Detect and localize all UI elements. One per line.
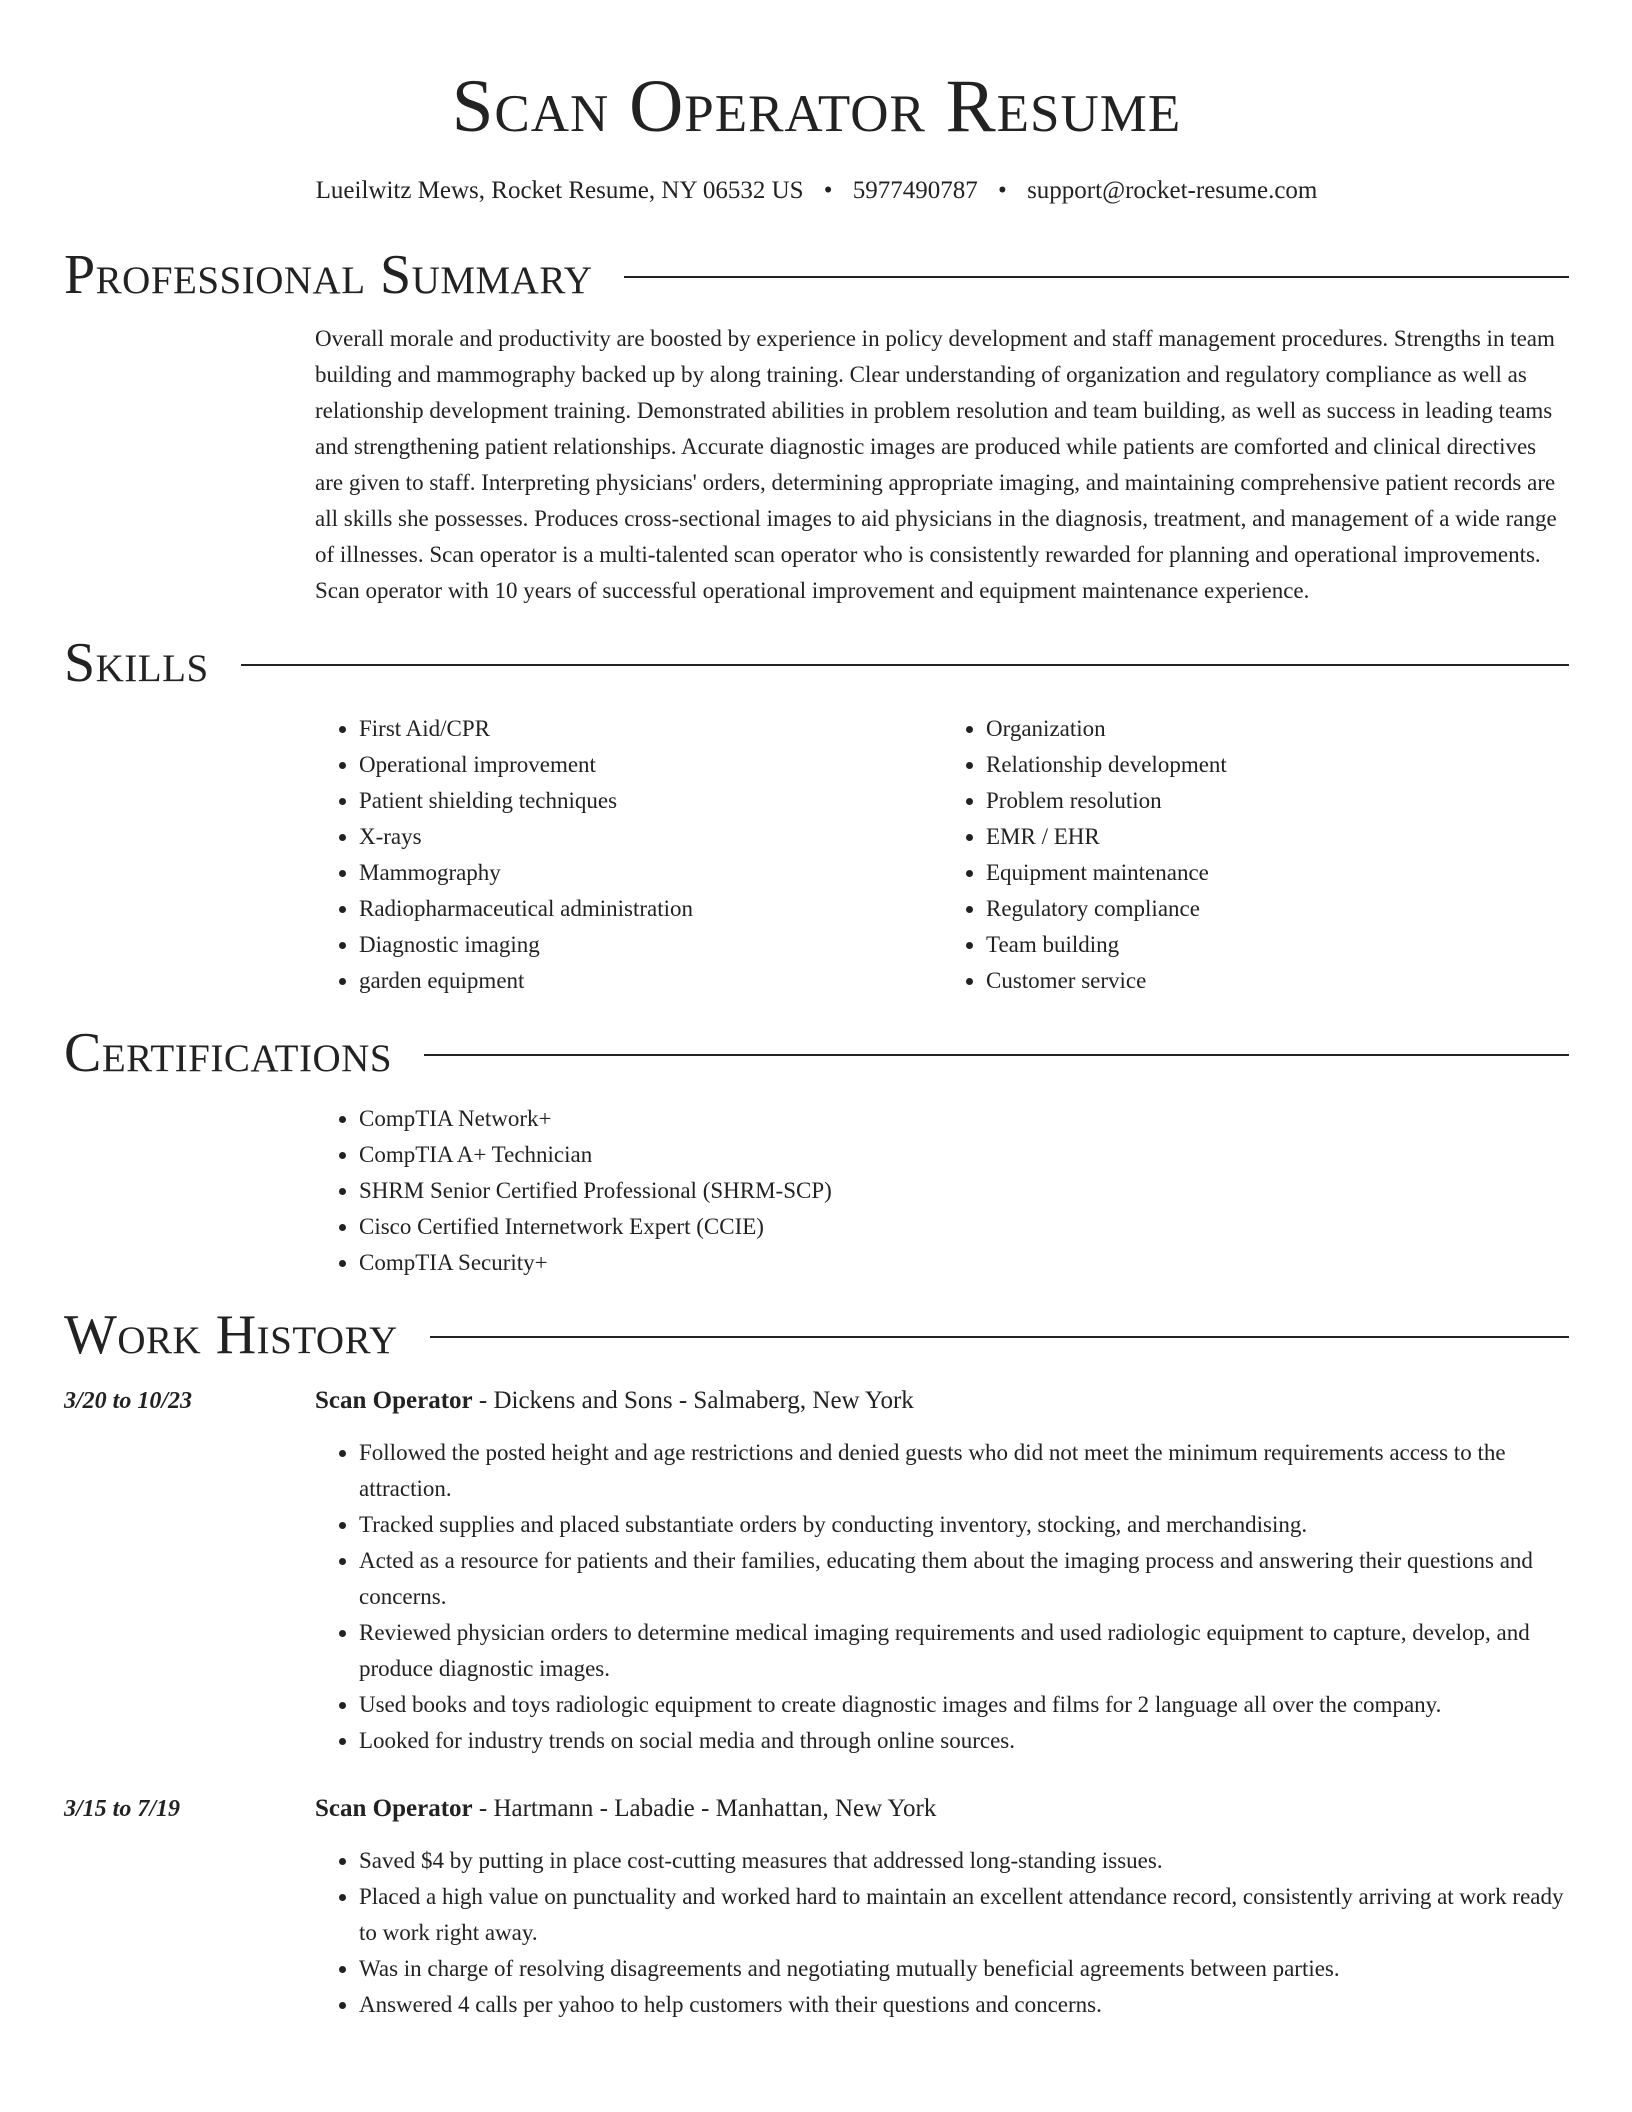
- job-entry: [64, 1791, 1569, 2023]
- skill-item: • Problem resolution: [986, 783, 1569, 819]
- summary-text: Overall morale and productivity are boosted by experience in policy development and staff management procedures. Strengths in team building and mammography backed up by along training. Clear understanding of organization and regulatory compliance as well as relationship development training. Demonstrated abilities in problem resolution and team building, as well as success in leading teams and strengthening patient relationships. Accurate diagnostic images are produced while patients are comforted and clinical directives are given to staff. Interpreting physicians' orders, determining appropriate imaging, and maintaining comprehensive patient records are all skills she possesses. Produces cross-sectional images to aid physicians in the diagnosis, treatment, and management of a wide range of illnesses. Scan operator is a multi-talented scan operator who is consistently rewarded for planning and operational improvements. Scan operator with 10 years of successful operational improvement and equipment maintenance experience.: [315, 326, 1557, 603]
- work-history-section-header: [64, 1303, 1569, 1367]
- section-divider: [430, 1336, 1569, 1338]
- certification-item: • CompTIA Network+: [359, 1101, 1569, 1137]
- job-bullet: • Placed a high value on punctuality and worked hard to maintain an excellent attendance record, consistently arriving at work ready to work right away.: [359, 1879, 1569, 1951]
- job-title: Scan Operator: [315, 1795, 473, 1822]
- certifications-body: [315, 1101, 1569, 1281]
- job-bullet: • Tracked supplies and placed substantiate orders by conducting inventory, stocking, and merchandising.: [359, 1507, 1569, 1543]
- skills-list-left: [315, 711, 942, 999]
- job-dates: 3/20 to 10/23: [64, 1388, 193, 1414]
- skill-item: • garden equipment: [359, 963, 942, 999]
- job-bullet: • Saved $4 by putting in place cost-cutting measures that addressed long-standing issues.: [359, 1843, 1569, 1879]
- job-bullet: • Answered 4 calls per yahoo to help customers with their questions and concerns.: [359, 1987, 1569, 2023]
- skill-item: • Organization: [986, 711, 1569, 747]
- skills-list-right: [942, 711, 1569, 999]
- contact-line: [64, 173, 1569, 209]
- certification-item: • Cisco Certified Internetwork Expert (CCIE): [359, 1209, 1569, 1245]
- job-dates: 3/15 to 7/19: [64, 1796, 181, 1822]
- work-history-heading: Work History: [64, 1304, 398, 1366]
- skill-item: • Team building: [986, 927, 1569, 963]
- job-title-line: [315, 1791, 1569, 1827]
- contact-address: Lueilwitz Mews, Rocket Resume, NY 06532 US: [315, 177, 804, 204]
- job-bullet: • Was in charge of resolving disagreements and negotiating mutually beneficial agreements between parties.: [359, 1951, 1569, 1987]
- job-content: [315, 1383, 1569, 1759]
- section-divider: [241, 664, 1569, 666]
- job-entry: [64, 1383, 1569, 1759]
- skill-item: • Patient shielding techniques: [359, 783, 942, 819]
- contact-email: support@rocket-resume.com: [1027, 177, 1318, 204]
- skill-item: • EMR / EHR: [986, 819, 1569, 855]
- job-title-line: [315, 1383, 1569, 1419]
- skill-item: • First Aid/CPR: [359, 711, 942, 747]
- job-content: [315, 1791, 1569, 2023]
- summary-heading: Professional Summary: [64, 244, 593, 306]
- skills-section-header: [64, 631, 1569, 695]
- section-divider: [624, 276, 1569, 278]
- skills-grid: [315, 711, 1569, 999]
- skills-body: [315, 711, 1569, 999]
- certifications-list: [315, 1101, 1569, 1281]
- job-bullet: • Used books and toys radiologic equipment to create diagnostic images and films for 2 language all over the company.: [359, 1687, 1569, 1723]
- job-bullets: [315, 1435, 1569, 1759]
- certification-item: • SHRM Senior Certified Professional (SHRM-SCP): [359, 1173, 1569, 1209]
- resume-title: Scan Operator Resume: [451, 65, 1182, 148]
- skill-item: • Regulatory compliance: [986, 891, 1569, 927]
- job-title: Scan Operator: [315, 1387, 473, 1414]
- skill-item: • Radiopharmaceutical administration: [359, 891, 942, 927]
- contact-phone: 5977490787: [852, 177, 978, 204]
- job-details: - Dickens and Sons - Salmaberg, New York: [472, 1387, 914, 1414]
- skill-item: • Mammography: [359, 855, 942, 891]
- skill-item: • Equipment maintenance: [986, 855, 1569, 891]
- summary-section-header: [64, 243, 1569, 307]
- certification-item: • CompTIA Security+: [359, 1245, 1569, 1281]
- job-bullet: • Acted as a resource for patients and their families, educating them about the imaging process and answering their questions and concerns.: [359, 1543, 1569, 1615]
- contact-separator: •: [998, 177, 1007, 204]
- job-bullets: [315, 1843, 1569, 2023]
- certifications-heading: Certifications: [64, 1022, 393, 1084]
- skill-item: • Operational improvement: [359, 747, 942, 783]
- contact-separator: •: [823, 177, 833, 204]
- skill-item: • Customer service: [986, 963, 1569, 999]
- skill-item: • X-rays: [359, 819, 942, 855]
- skill-item: • Diagnostic imaging: [359, 927, 942, 963]
- job-bullet: • Followed the posted height and age restrictions and denied guests who did not meet the minimum requirements access to the attraction.: [359, 1435, 1569, 1507]
- summary-body: [315, 321, 1569, 609]
- skill-item: • Relationship development: [986, 747, 1569, 783]
- skills-heading: Skills: [64, 632, 209, 694]
- job-bullet: • Looked for industry trends on social media and through online sources.: [359, 1723, 1569, 1759]
- job-bullet: • Reviewed physician orders to determine medical imaging requirements and used radiologic equipment to capture, develop, and produce diagnostic images.: [359, 1615, 1569, 1687]
- certification-item: • CompTIA A+ Technician: [359, 1137, 1569, 1173]
- resume-page: [64, 0, 1569, 2023]
- section-divider: [424, 1054, 1569, 1056]
- certifications-section-header: [64, 1021, 1569, 1085]
- job-details: - Hartmann - Labadie - Manhattan, New York: [472, 1795, 937, 1822]
